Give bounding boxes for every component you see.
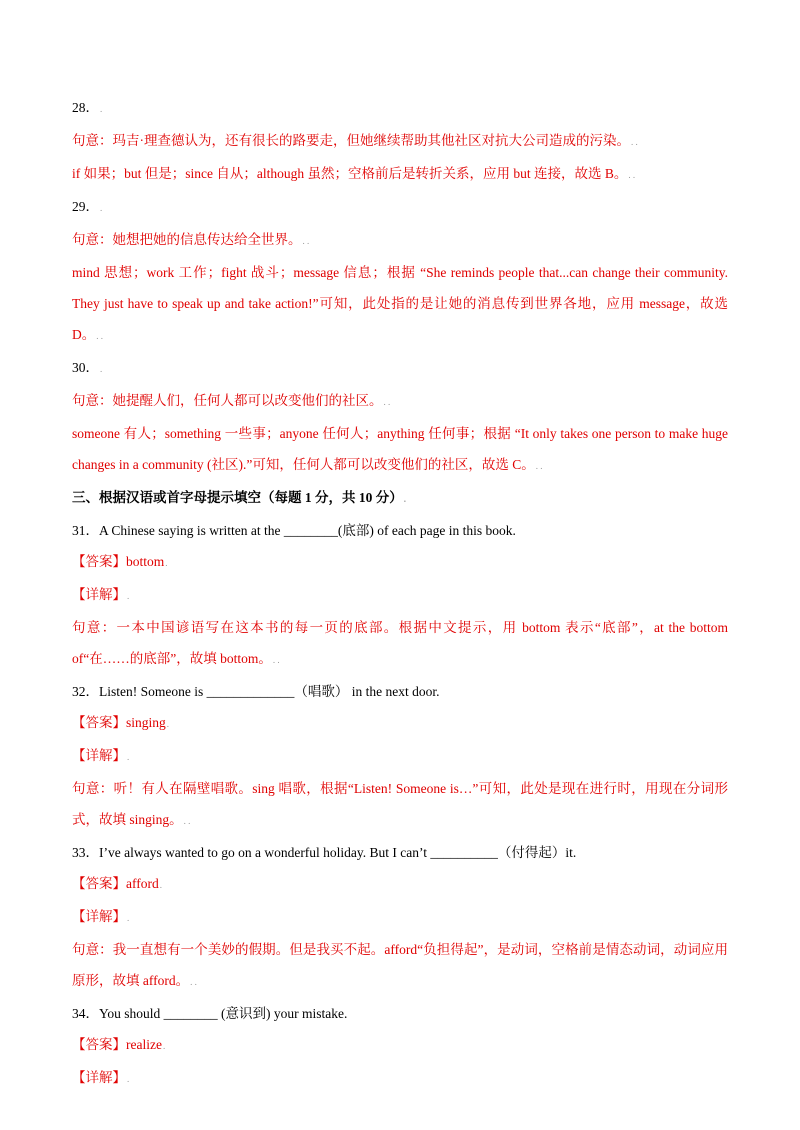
question-33-explanation: 句意：我一直想有一个美妙的假期。但是我买不起。afford“负担得起”，是动词，空格前是情态动词，动词应用原形，故填 afford。. . xyxy=(72,942,728,988)
question-30-number: 30．. xyxy=(72,360,103,375)
question-30-explanation: someone 有人；something 一些事；anyone 任何人；anything 任何事；根据 “It only takes one person to make huge changes in a community (社区).”可知，任何人都可以改变他们的社区，故选 C。. . xyxy=(72,426,728,472)
question-28-number: 28．. xyxy=(72,100,103,115)
question-34-detail-label: 【详解】. xyxy=(72,1070,130,1085)
question-32: 32．Listen! Someone is _____________（唱歌） in the next door. xyxy=(72,684,440,699)
question-28-explanation: if 如果；but 但是；since 自从；although 虽然；空格前后是转折关系，应用 but 连接，故选 B。. . xyxy=(72,166,636,181)
question-33: 33．I’ve always wanted to go on a wonderful holiday. But I can’t __________（付得起）it. xyxy=(72,845,577,860)
question-33-detail-label: 【详解】. xyxy=(72,909,130,924)
question-31-answer: 【答案】bottom. xyxy=(72,554,168,569)
question-33-answer: 【答案】afford. xyxy=(72,876,162,891)
document-page xyxy=(72,92,728,1095)
question-34: 34．You should ________ (意识到) your mistake. xyxy=(72,1006,348,1021)
section-3-heading: 三、根据汉语或首字母提示填空（每题 1 分，共 10 分）. xyxy=(72,490,406,505)
question-29-meaning: 句意：她想把她的信息传达给全世界。. . xyxy=(72,232,310,247)
question-32-explanation: 句意：听！有人在隔壁唱歌。sing 唱歌，根据“Listen! Someone is…”可知，此处是现在进行时，用现在分词形式，故填 singing。. . xyxy=(72,781,728,827)
question-31: 31．A Chinese saying is written at the ________(底部) of each page in this book. xyxy=(72,523,516,538)
question-28-meaning: 句意：玛吉·理查德认为，还有很长的路要走，但她继续帮助其他社区对抗大公司造成的污染。. . xyxy=(72,133,638,148)
question-32-detail-label: 【详解】. xyxy=(72,748,130,763)
question-32-answer: 【答案】singing. xyxy=(72,715,170,730)
question-31-explanation: 句意：一本中国谚语写在这本书的每一页的底部。根据中文提示，用 bottom 表示“底部”，at the bottom of“在……的底部”，故填 bottom。. . xyxy=(72,620,728,666)
question-31-detail-label: 【详解】. xyxy=(72,587,130,602)
question-29-number: 29．. xyxy=(72,199,103,214)
question-30-meaning: 句意：她提醒人们，任何人都可以改变他们的社区。. . xyxy=(72,393,391,408)
question-34-answer: 【答案】realize. xyxy=(72,1037,166,1052)
question-29-explanation: mind 思想；work 工作；fight 战斗；message 信息；根据 “She reminds people that...can change their community. They just have to speak up and take action!”可知，此处指的是让她的消息传到世界各地，应用 message，故选 D。. . xyxy=(72,265,728,342)
